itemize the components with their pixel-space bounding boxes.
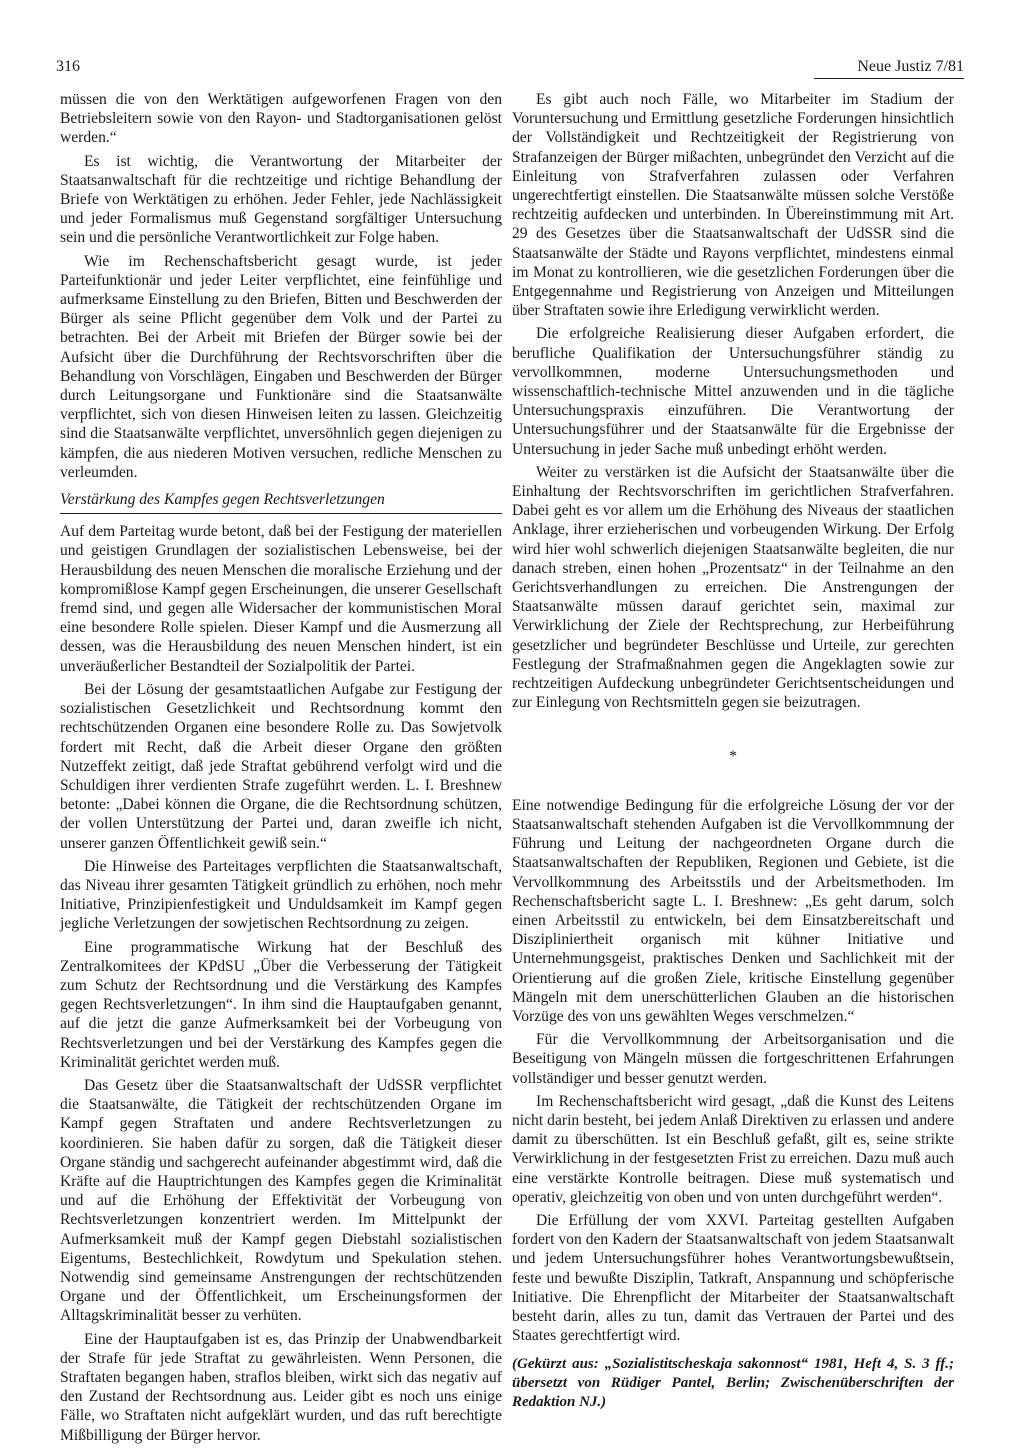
section-separator: * [729, 747, 737, 765]
paragraph: Eine der Hauptaufgaben ist es, das Prinzip der Unabwendbarkeit der Strafe für jede Straftat zu gewährleisten. Wenn Personen, die Straftaten begangen haben, straflos bleiben, wirkt sich das negativ auf den Zustand der Rechtsordnung aus. Leider gibt es noch uns einige Fälle, wo Straftaten nicht aufgeklärt wurden, und das ruft berechtigte Mißbilligung der Bürger hervor. [60, 1330, 502, 1444]
paragraph: Eine notwendige Bedingung für die erfolgreiche Lösung der vor der Staatsanwaltschaft stehenden Aufgaben ist die Vervollkommnung der Führung und Leitung der nachgeordneten Organe durch die Staatsanwaltschaften der Republiken, Regionen und Gebiete, ist die Vervollkommnung des Arbeitsstils und der Arbeitsmethoden. Im Rechenschaftsbericht sagte L. I. Breshnew: „Es geht darum, solch einen Arbeitsstil zu entwickeln, bei dem Einsatzbereitschaft und Diszipliniertheit organisch mit kühner Initiative und Unternehmungsgeist, praktisches Denken und Sachlichkeit mit der Orientierung auf die großen Ziele, kritische Einstellung gegenüber Mängeln mit dem unerschütterlichen Glauben an die historischen Vorzüge des von uns gewählten Weges verschmelzen.“ [512, 796, 954, 1025]
paragraph: Es ist wichtig, die Verantwortung der Mitarbeiter der Staatsanwaltschaft für die rechtzeitige und richtige Behandlung der Briefe von Werktätigen zu erhöhen. Jeder Fehler, jede Nachlässigkeit und jeder Formalismus muß Gegenstand sorgfältiger Untersuchung sein und die persönliche Verantwortlichkeit zur Folge haben. [60, 152, 502, 247]
left-column [60, 90, 502, 1449]
paragraph: Die Hinweise des Parteitages verpflichten die Staatsanwaltschaft, das Niveau ihrer gesamten Tätigkeit gründlich zu erhöhen, noch mehr Initiative, Prinzipienfestigkeit und Unduldsamkeit im Kampf gegen jegliche Verletzungen der sowjetischen Rechtsordnung zu zeigen. [60, 857, 502, 933]
paragraph: Es gibt auch noch Fälle, wo Mitarbeiter im Stadium der Voruntersuchung und Ermittlung gesetzliche Forderungen hinsichtlich der Vollständigkeit und Rechtzeitigkeit der Registrierung von Strafanzeigen der Bürger mißachten, unbegründet den Verzicht auf die Einleitung von Strafverfahren zulassen oder Verfahren ungerechtfertigt einstellen. Die Staatsanwälte müssen solche Verstöße rechtzeitig aufdecken und unterbinden. In Übereinstimmung mit Art. 29 des Gesetzes über die Staatsanwaltschaft der UdSSR sind die Staatsanwälte der Städte und Rayons verpflichtet, mindestens einmal im Monat zu kontrollieren, wie die gesetzlichen Forderungen über die Entgegennahme und Registrierung von Anzeigen und Mitteilungen über Straftaten sowie ihre Erledigung verwirklicht werden. [512, 91, 954, 320]
source-note: (Gekürzt aus: „Sozialistitscheskaja sakonnost“ 1981, Heft 4, S. 3 ff.; übersetzt von Rüdiger Pantel, Berlin; Zwischenüberschriften der Redaktion NJ.) [512, 1356, 954, 1411]
right-column [512, 90, 954, 1416]
page-header [56, 58, 964, 80]
paragraph: Weiter zu verstärken ist die Aufsicht der Staatsanwälte über die Einhaltung der Rechtsvorschriften im gerichtlichen Strafverfahren. Dabei geht es vor allem um die Erhöhung des Niveaus der staatlichen Anklage, ihrer erzieherischen und vorbeugenden Wirkung. Der Erfolg wird hier wohl schwerlich diejenigen Staatsanwälte begleiten, die nur danach streben, einen hohen „Prozentsatz“ in der Teilnahme an den Gerichtsverhandlungen zu erreichen. Die Anstrengungen der Staatsanwälte müssen darauf gerichtet sein, maximal zur Verwirklichung der Ziele der Rechtsprechung, zur Herbeiführung gesetzlicher und begründeter Beschlüsse und Urteile, zur gerechten Festlegung der Strafmaßnahmen gegen die Angeklagten sowie zur rechtzeitigen Aufdeckung unbegründeter Gerichtsentscheidungen und zur Einlegung von Rechtsmitteln gegen sie beizutragen. [512, 463, 954, 712]
section-heading: Verstärkung des Kampfes gegen Rechtsverletzungen [60, 490, 502, 514]
paragraph: Wie im Rechenschaftsbericht gesagt wurde, ist jeder Parteifunktionär und jeder Leiter verpflichtet, eine feinfühlige und aufmerksame Einstellung zu den Briefen, Bitten und Beschwerden der Bürger als seine Pflicht gegenüber dem Volk und der Partei zu betrachten. Bei der Arbeit mit Briefen der Bürger sowie bei der Aufsicht über die Durchführung der Rechtsvorschriften über die Behandlung von Vorschlägen, Eingaben und Beschwerden der Bürger durch Leitungsorgane und Funktionäre sind die Staatsanwälte verpflichtet, sich von diesen Hinweisen leiten zu lassen. Gleichzeitig sind die Staatsanwälte verpflichtet, unversöhnlich gegen diejenigen zu kämpfen, die aus niederen Motiven versuchen, redliche Menschen zu verleumden. [60, 252, 502, 481]
paragraph: Die erfolgreiche Realisierung dieser Aufgaben erfordert, die berufliche Qualifikation der Untersuchungsführer ständig zu vervollkommnen, moderne Untersuchungsmethoden und wissenschaftlich-technische Mittel anzuwenden und in die tägliche Untersuchungspraxis einzuführen. Die Verantwortung der Untersuchungsführer und der Staatsanwälte für die Ergebnisse der Untersuchung in jeder Sache muß unbedingt erhöht werden. [512, 325, 954, 458]
page-number: 316 [56, 58, 80, 75]
paragraph: Bei der Lösung der gesamtstaatlichen Aufgabe zur Festigung der sozialistischen Gesetzlichkeit und Rechtsordnung kommt den rechtschützenden Organen eine besondere Rolle zu. Das Sowjetvolk fordert mit Recht, daß die Arbeit dieser Organe den größten Nutzeffekt zeitigt, daß jede Straftat gebührend verfolgt wird und die Schuldigen ihrer verdienten Strafe zugeführt werden. L. I. Breshnew betonte: „Dabei können die Organe, die die Rechtsordnung schützen, der vollen Unterstützung der Partei und, daran zweifle ich nicht, unserer ganzen Öffentlichkeit gewiß sein.“ [60, 680, 502, 852]
paragraph: müssen die von den Werktätigen aufgeworfenen Fragen von den Betriebsleitern sowie von den Rayon- und Stadtorganisationen gelöst werden.“ [60, 91, 502, 147]
paragraph: Die Erfüllung der vom XXVI. Parteitag gestellten Aufgaben fordert von den Kadern der Staatsanwaltschaft von jedem Staatsanwalt und jedem Untersuchungsführer hohes Verantwortungsbewußtsein, feste und bewußte Disziplin, Tatkraft, Anspannung und schöpferische Initiative. Die Ehrenpflicht der Mitarbeiter der Staatsanwaltschaft besteht darin, alles zu tun, damit das Vertrauen der Partei und des Staates gerechtfertigt wird. [512, 1211, 954, 1345]
paragraph: Im Rechenschaftsbericht wird gesagt, „daß die Kunst des Leitens nicht darin besteht, bei jedem Anlaß Direktiven zu erlassen und andere damit zu überschütten. Ist ein Beschluß gefaßt, gilt es, seine strikte Verwirklichung in der festgesetzten Frist zu erreichen. Dazu muß auch eine verstärkte Kontrolle beitragen. Diese muß systematisch und operativ, gleichzeitig von oben und von unten durchgeführt werden“. [512, 1092, 954, 1206]
paragraph: Für die Vervollkommnung der Arbeitsorganisation und die Beseitigung von Mängeln müssen die fortgeschrittenen Erfahrungen vollständiger und besser genutzt werden. [512, 1031, 954, 1087]
header-rule [814, 78, 964, 79]
paragraph: Auf dem Parteitag wurde betont, daß bei der Festigung der materiellen und geistigen Grundlagen der sozialistischen Lebensweise, bei der Herausbildung des neuen Menschen die moralische Erziehung und der kompromißlose Kampf gegen Erscheinungen, die unserer Gesellschaft fremd sind, und gegen alle Widersacher der kommunistischen Moral eine besondere Rolle spielen. Dieser Kampf und die Ausmerzung all dessen, was die Herausbildung des neuen Menschen hindert, ist ein unveräußerlicher Bestandteil der Sozialpolitik der Partei. [60, 523, 502, 675]
paragraph: Eine programmatische Wirkung hat der Beschluß des Zentralkomitees der KPdSU „Über die Verbesserung der Tätigkeit zum Schutz der Rechtsordnung und die Verstärkung des Kampfes gegen Rechtsverletzungen“. In ihm sind die Hauptaufgaben genannt, auf die jetzt die ganze Aufmerksamkeit bei der Vorbeugung von Rechtsverletzungen und bei der Verstärkung des Kampfes gegen die Kriminalität gerichtet werden muß. [60, 938, 502, 1071]
paragraph: Das Gesetz über die Staatsanwaltschaft der UdSSR verpflichtet die Staatsanwälte, die Tätigkeit der rechtschützenden Organe im Kampf gegen Straftaten und andere Rechtsverletzungen zu koordinieren. Sie haben dafür zu sorgen, daß die Tätigkeit dieser Organe ständig und sachgerecht aufeinander abgestimmt wird, daß die Kräfte auf die Hauptrichtungen des Kampfes gegen die Kriminalität und auf die Erhöhung der Effektivität der Vorbeugung von Rechtsverletzungen konzentriert werden. Im Mittelpunkt der Aufmerksamkeit muß der Kampf gegen Diebstahl sozialistischen Eigentums, Bestechlichkeit, Rowdytum und Spekulation stehen. Notwendig sind gemeinsame Anstrengungen der rechtschützenden Organe und der Öffentlichkeit, um Erscheinungsformen der Alltagskriminalität besser zu verhüten. [60, 1076, 502, 1325]
journal-title: Neue Justiz 7/81 [857, 58, 964, 75]
